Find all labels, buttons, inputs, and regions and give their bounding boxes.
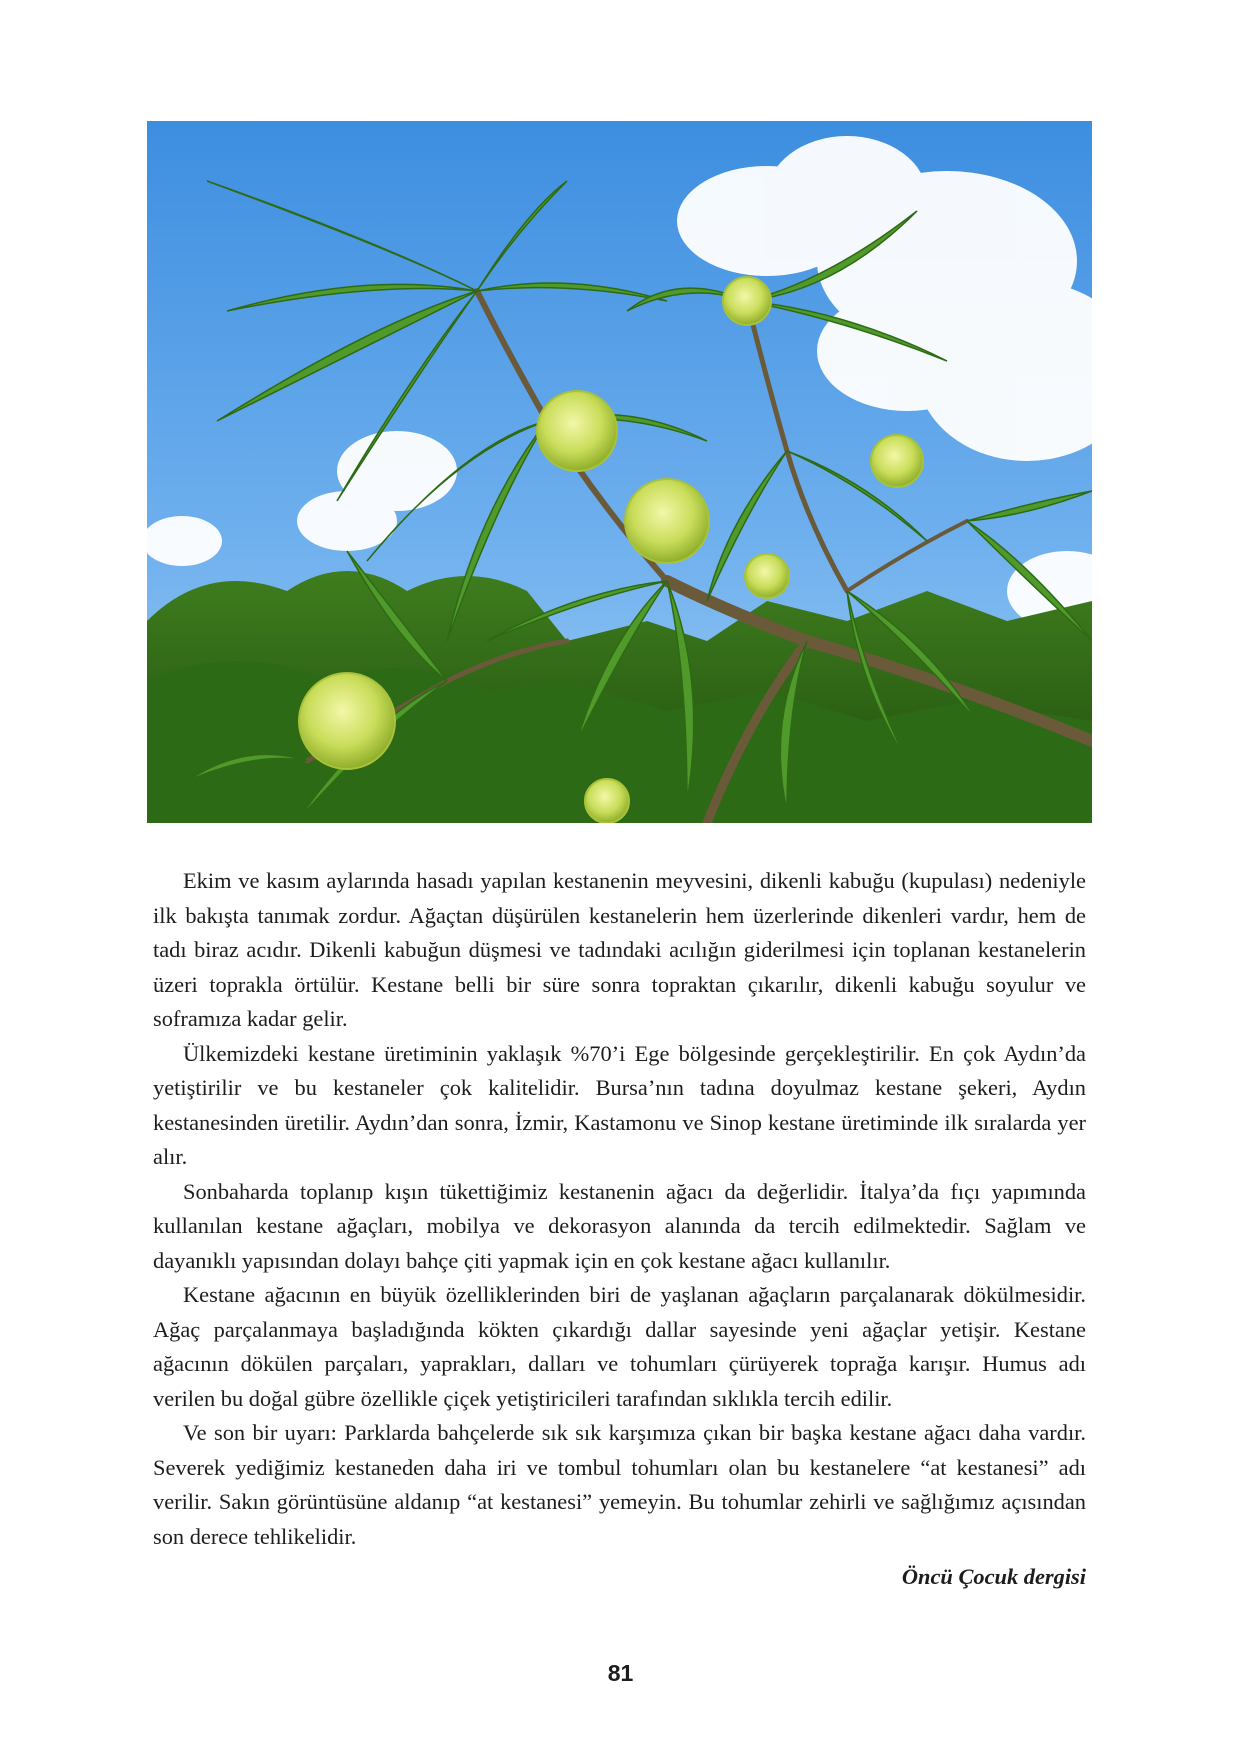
paragraph-humus: Kestane ağacının en büyük özelliklerinden biri de yaşlanan ağaçların parçalanarak dökülmesidir. Ağaç parçalanmaya başladığında kökten çıkardığı dallar sayesinde yeni ağaçlar yetişir. Kestane ağacının dökülen parçaları, yaprakları, dalları ve tohumları çürüyerek toprağa karışır. Humus adı verilen bu doğal gübre özellikle çiçek yetiştiricileri tarafından sıklıkla tercih edilir. (153, 1282, 1086, 1411)
article-body (153, 864, 1086, 1595)
paragraph-production: Ülkemizdeki kestane üretiminin yaklaşık %70’i Ege bölgesinde gerçekleştirilir. En çok Aydın’da yetiştirilir ve bu kestaneler çok kalitelidir. Bursa’nın tadına doyulmaz kestane şekeri, Aydın kestanesinden üretilir. Aydın’dan sonra, İzmir, Kastamonu ve Sinop kestane üretiminde ilk sıralarda yer alır. (153, 1040, 1086, 1169)
paragraph-warning: Ve son bir uyarı: Parklarda bahçelerde sık sık karşımıza çıkan bir başka kestane ağacı daha vardır. Severek yediğimiz kestaneden daha iri ve tombul tohumları olan bu kestanelere “at kestanesi” adı verilir. Sakın görüntüsüne aldanıp “at kestanesi” yemeyin. Bu tohumlar zehirli ve sağlığımız açısından son derece tehlikelidir. (153, 1420, 1086, 1549)
chestnut-tree-illustration (147, 121, 1092, 823)
page-number: 81 (607, 1660, 634, 1686)
paragraph-harvest: Ekim ve kasım aylarında hasadı yapılan kestanenin meyvesini, dikenli kabuğu (kupulası) nedeniyle ilk bakışta tanımak zordur. Ağaçtan düşürülen kestanelerin hem üzerlerinde dikenleri vardır, hem de tadı biraz acıdır. Dikenli kabuğun düşmesi ve tadındaki acılığın giderilmesi için toplanan kestanelerin üzeri toprakla örtülür. Kestane belli bir süre sonra topraktan çıkarılır, dikenli kabuğu soyulur ve soframıza kadar gelir. (153, 868, 1086, 1031)
chestnut-tree-photo (147, 121, 1092, 823)
paragraph-wood-usage: Sonbaharda toplanıp kışın tükettiğimiz kestanenin ağacı da değerlidir. İtalya’da fıçı yapımında kullanılan kestane ağaçları, mobilya ve dekorasyon alanında da tercih edilmektedir. Sağlam ve dayanıklı yapısından dolayı bahçe çiti yapmak için en çok kestane ağacı kullanılır. (153, 1178, 1086, 1273)
source-credit: Öncü Çocuk dergisi (901, 1564, 1086, 1589)
